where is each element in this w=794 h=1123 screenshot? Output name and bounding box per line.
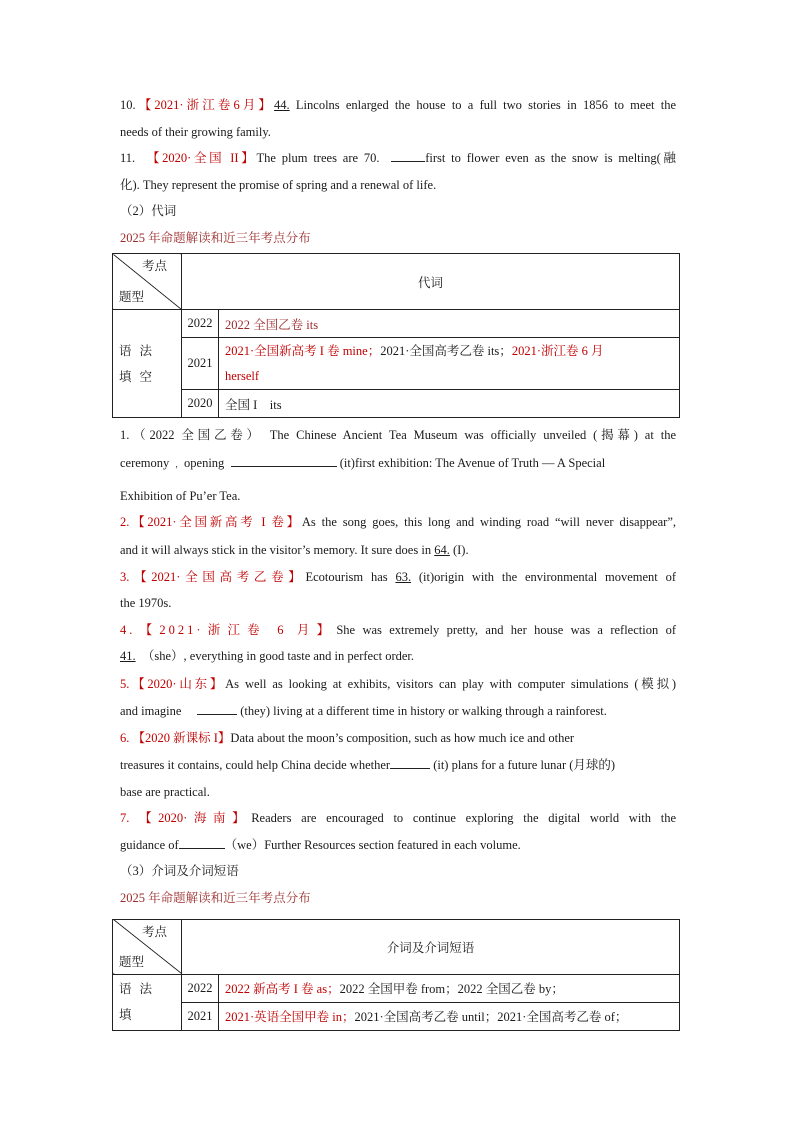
preposition-table (112, 919, 680, 1031)
exercise-4-line2 (120, 643, 676, 670)
exercise-text: ceremony (120, 455, 170, 470)
exercise-text: (they) living at a different time in history or walking through a rainforest. (240, 703, 607, 718)
content-text: 2022 新高考 I 卷 as； (225, 982, 340, 996)
table-header: 介词及介词短语 (182, 919, 680, 974)
exercise-text: opening (184, 455, 225, 470)
question-number: 10. (120, 98, 136, 112)
exercise-text: treasures it contains, could help China decide whether (120, 758, 391, 772)
answer-blank[interactable] (231, 453, 337, 467)
exercise-6-line3: base are practical. (120, 784, 210, 799)
year-cell: 2021 (182, 1002, 219, 1030)
exercise-7-line1 (120, 805, 676, 832)
year-cell: 2022 (182, 974, 219, 1002)
source-tag: 6. 【2020 新课标 I】 (120, 731, 231, 745)
question-11-line2: 化). They represent the promise of spring and a renewal of life. (120, 177, 437, 192)
source-tag: 【2021·浙江卷6月】 (135, 98, 275, 112)
content-text: 2021·全国高考乙卷 until；2021·全国高考乙卷 of； (354, 1010, 628, 1024)
year-cell: 2022 (182, 310, 219, 338)
answer-blank[interactable]: 41. (120, 649, 136, 663)
exercise-text: and imagine (120, 703, 182, 718)
document-page (120, 92, 676, 1035)
content-text: 2021·全国新高考 I 卷 mine； (225, 343, 381, 358)
diag-bottom-label: 题型 (119, 290, 145, 304)
content-text: 2022 全国甲卷 from；2022 全国乙卷 by； (339, 982, 564, 996)
answer-blank[interactable] (391, 148, 425, 162)
exercise-text: Data about the moon’s composition, such as how much ice and other (230, 731, 575, 745)
content-cell (219, 974, 680, 1002)
question-number: 11. (120, 151, 136, 165)
source-tag: 5.【2020·山东】 (120, 676, 226, 691)
exercise-2-line2 (120, 536, 676, 564)
exercise-text: （she）, everything in good taste and in perfect order. (141, 649, 415, 663)
pronoun-table (112, 253, 680, 418)
exercise-6-line1 (120, 724, 676, 752)
question-text: The plum trees are 70. (256, 151, 380, 165)
exercise-3-line1 (120, 564, 676, 591)
source-tag: 2.【2021·全国新高考 I 卷】 (120, 515, 302, 529)
exercise-2-line1 (120, 509, 676, 536)
question-text: Lincolns enlarged the house to a full two stories in 1856 to meet the (289, 98, 676, 112)
content-text: herself (225, 368, 260, 383)
category-label: 语法填空 (119, 343, 161, 384)
exercise-text: (it)origin with the environmental movement of (411, 569, 676, 584)
exercise-7-line2 (120, 832, 676, 859)
answer-blank[interactable] (197, 701, 237, 715)
content-text: 2021·全国高考乙卷 its； (380, 343, 512, 358)
exercise-text: (I). (449, 542, 469, 557)
table-header: 代词 (182, 254, 680, 310)
exercise-text: (it)first exhibition: The Avenue of Truth — A Special (339, 455, 606, 470)
exercise-text: As well as looking at exhibits, visitors can play with computer simulations (模拟) (225, 676, 676, 691)
exercise-1-line1: 1.（2022 全国乙卷） The Chinese Ancient Tea Museum was officially unveiled (揭幕) at the (120, 428, 676, 442)
exercise-text: and it will always stick in the visitor’s memory. It sure does in (120, 542, 435, 557)
exercise-text: She was extremely pretty, and her house was a reflection of (336, 622, 676, 637)
content-cell: 全国 I its (219, 390, 680, 418)
exercise-1-line2: ceremony , opening (it)first exhibition: The Avenue of Truth — A Special (120, 449, 676, 483)
year-cell: 2020 (182, 390, 219, 418)
section-heading: 2025 年命题解读和近三年考点分布 (120, 230, 311, 245)
content-text: 2022 全国乙卷 its (225, 317, 319, 332)
exercise-3-line2: the 1970s. (120, 596, 172, 610)
exercise-text: guidance of (120, 837, 179, 852)
category-cell (113, 310, 182, 418)
source-tag: 3.【2021·全国高考乙卷】 (120, 569, 306, 584)
year-cell: 2021 (182, 338, 219, 390)
diag-top-label: 考点 (141, 924, 167, 939)
diag-bottom-label: 题型 (119, 954, 145, 969)
question-10-line1 (120, 92, 676, 119)
content-text: 2021·英语全国甲卷 in； (225, 1010, 355, 1024)
answer-blank[interactable]: 44. (274, 98, 290, 112)
question-text: first to flower even as the snow is melting(融 (425, 151, 676, 165)
question-11-line1 (120, 145, 676, 172)
content-cell (219, 1002, 680, 1030)
answer-blank[interactable] (179, 835, 225, 849)
exercise-text: Ecotourism has (305, 569, 396, 584)
diagonal-header-cell (113, 254, 182, 310)
exercise-text: (it) plans for a future lunar (月球的) (433, 758, 616, 772)
source-tag: 4.【2021·浙江卷 6 月】 (120, 622, 337, 637)
question-10-line2: needs of their growing family. (120, 124, 271, 139)
source-tag: 7. 【2020·海南】 (120, 811, 252, 825)
section-title: （3）介词及介词短语 (120, 864, 239, 878)
section-heading: 2025 年命题解读和近三年考点分布 (120, 890, 311, 905)
exercise-1-line3: Exhibition of Pu’er Tea. (120, 488, 241, 503)
exercise-5-line1 (120, 670, 676, 698)
exercise-4-line1 (120, 617, 676, 644)
category-cell (113, 974, 182, 1030)
answer-blank[interactable]: 64. (434, 542, 450, 557)
content-cell (219, 310, 680, 338)
category-label: 语法填 (119, 982, 161, 1022)
exercise-5-line2 (120, 698, 676, 725)
answer-blank[interactable]: 63. (395, 569, 412, 584)
exercise-text: As the song goes, this long and winding road “will never disappear”, (301, 515, 677, 529)
source-tag: 【2020·全国 II】 (146, 151, 257, 165)
answer-blank[interactable] (390, 755, 430, 769)
diag-top-label: 考点 (141, 259, 167, 273)
content-text: 2021·浙江卷 6 月 (511, 343, 604, 358)
content-cell (219, 338, 680, 390)
exercise-text: Readers are encouraged to continue exploring the digital world with the (251, 811, 676, 825)
exercise-text: （we）Further Resources section featured in each volume. (224, 837, 521, 852)
diagonal-header-cell (113, 919, 182, 974)
exercise-6-line2 (120, 752, 676, 779)
section-title: （2）代词 (120, 204, 177, 218)
